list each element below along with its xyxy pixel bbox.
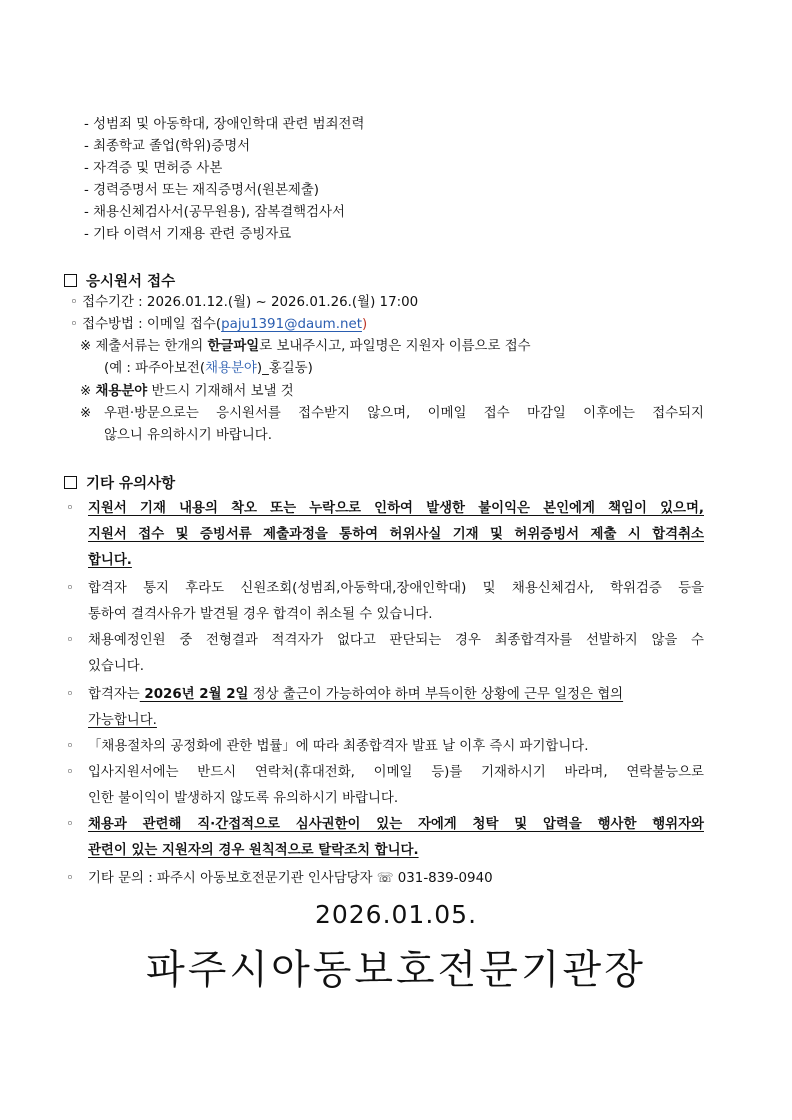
- bullet-icon: ◦: [66, 581, 74, 596]
- section-title-submission: 응시원서 접수: [64, 270, 175, 291]
- notice-7-line1: 채용과 관련해 직·간접적으로 심사권한이 있는 자에게 청탁 및 압력을 행사한 행위자와: [88, 817, 704, 832]
- bullet-icon: ◦: [66, 687, 74, 702]
- bullet-icon: ◦: [70, 295, 78, 310]
- document-item: - 자격증 및 면허증 사본: [84, 161, 223, 176]
- notice-1-line3: 합니다.: [88, 553, 132, 568]
- reference-mark-icon: ※: [80, 339, 92, 354]
- notice-1-line1: 지원서 기재 내용의 착오 또는 누락으로 인하여 발생한 불이익은 본인에게 책임이 있으며,: [88, 501, 704, 516]
- document-item: - 채용신체검사서(공무원용), 잠복결핵검사서: [84, 205, 345, 220]
- bullet-icon: ◦: [66, 765, 74, 780]
- notice-4-line2: 가능합니다.: [88, 713, 157, 728]
- notice-2-line2: 통하여 결격사유가 발견될 경우 합격이 취소될 수 있습니다.: [88, 607, 433, 622]
- notice-1-line2: 지원서 접수 및 증빙서류 제출과정을 통하여 허위사실 기재 및 허위증빙서 제출 시 합격취소: [88, 527, 704, 542]
- submission-filename-example: (예 : 파주아보전(채용분야)_홍길동): [104, 361, 313, 376]
- bullet-icon: ◦: [66, 817, 74, 832]
- checkbox-square-icon: [64, 274, 77, 287]
- notice-7-line2: 관련이 있는 지원자의 경우 원칙적으로 탈락조치 합니다.: [88, 843, 419, 858]
- notice-5: 「채용절차의 공정화에 관한 법률」에 따라 최종합격자 발표 날 이후 즉시 파기합니다.: [88, 739, 589, 754]
- notice-8-contact: 기타 문의 : 파주시 아동보호전문기관 인사담당자 ☏ 031-839-0940: [88, 871, 493, 886]
- document-item: - 경력증명서 또는 재직증명서(원본제출): [84, 183, 320, 198]
- notice-6-line2: 인한 불이익이 발생하지 않도록 유의하시기 바랍니다.: [88, 791, 399, 806]
- reference-mark-icon: ※: [80, 406, 92, 421]
- required-documents-list: [84, 114, 364, 246]
- submission-note-mail-line1: 우편·방문으로는 응시원서를 접수받지 않으며, 이메일 접수 마감일 이후에는 접수되지: [104, 406, 704, 421]
- reference-mark-icon: ※: [80, 384, 92, 399]
- notice-2-line1: 합격자 통지 후라도 신원조회(성범죄,아동학대,장애인학대) 및 채용신체검사, 학위검증 등을: [88, 581, 704, 596]
- checkbox-square-icon: [64, 476, 77, 489]
- document-item: - 기타 이력서 기재용 관련 증빙자료: [84, 227, 292, 242]
- submission-period: ◦ 접수기간 : 2026.01.12.(월) ~ 2026.01.26.(월) 17:00: [70, 295, 419, 310]
- submission-method: ◦ 접수방법 : 이메일 접수(paju1391@daum.net): [70, 317, 368, 332]
- bullet-icon: ◦: [66, 739, 74, 754]
- bullet-icon: ◦: [66, 501, 74, 516]
- section-title-notices: 기타 유의사항: [64, 472, 175, 493]
- notice-4-line1: 합격자는 2026년 2월 2일 정상 출근이 가능하여야 하며 부득이한 상황에 근무 일정은 협의: [88, 687, 624, 702]
- document-date: 2026.01.05.: [314, 900, 478, 929]
- submission-note-field: ※ 채용분야 반드시 기재해서 보낼 것: [80, 384, 294, 399]
- submission-note-file: ※ 제출서류는 한개의 한글파일로 보내주시고, 파일명은 지원자 이름으로 접수: [80, 339, 531, 354]
- organization-signature: 파주시아동보호전문기관장: [146, 947, 646, 993]
- email-link[interactable]: paju1391@daum.net: [221, 317, 362, 332]
- bullet-icon: ◦: [66, 871, 74, 886]
- bullet-icon: ◦: [70, 317, 78, 332]
- document-item: - 성범죄 및 아동학대, 장애인학대 관련 범죄전력: [84, 117, 365, 132]
- submission-note-mail: [80, 403, 91, 425]
- submission-note-mail-line2: 않으니 유의하시기 바랍니다.: [104, 428, 272, 443]
- notice-3-line1: 채용예정인원 중 전형결과 적격자가 없다고 판단되는 경우 최종합격자를 선발하지 않을 수: [88, 633, 704, 648]
- bullet-icon: ◦: [66, 633, 74, 648]
- notice-6-line1: 입사지원서에는 반드시 연락처(휴대전화, 이메일 등)를 기재하시기 바라며, 연락불능으로: [88, 765, 704, 780]
- notice-3-line2: 있습니다.: [88, 659, 144, 674]
- document-item: - 최종학교 졸업(학위)증명서: [84, 139, 251, 154]
